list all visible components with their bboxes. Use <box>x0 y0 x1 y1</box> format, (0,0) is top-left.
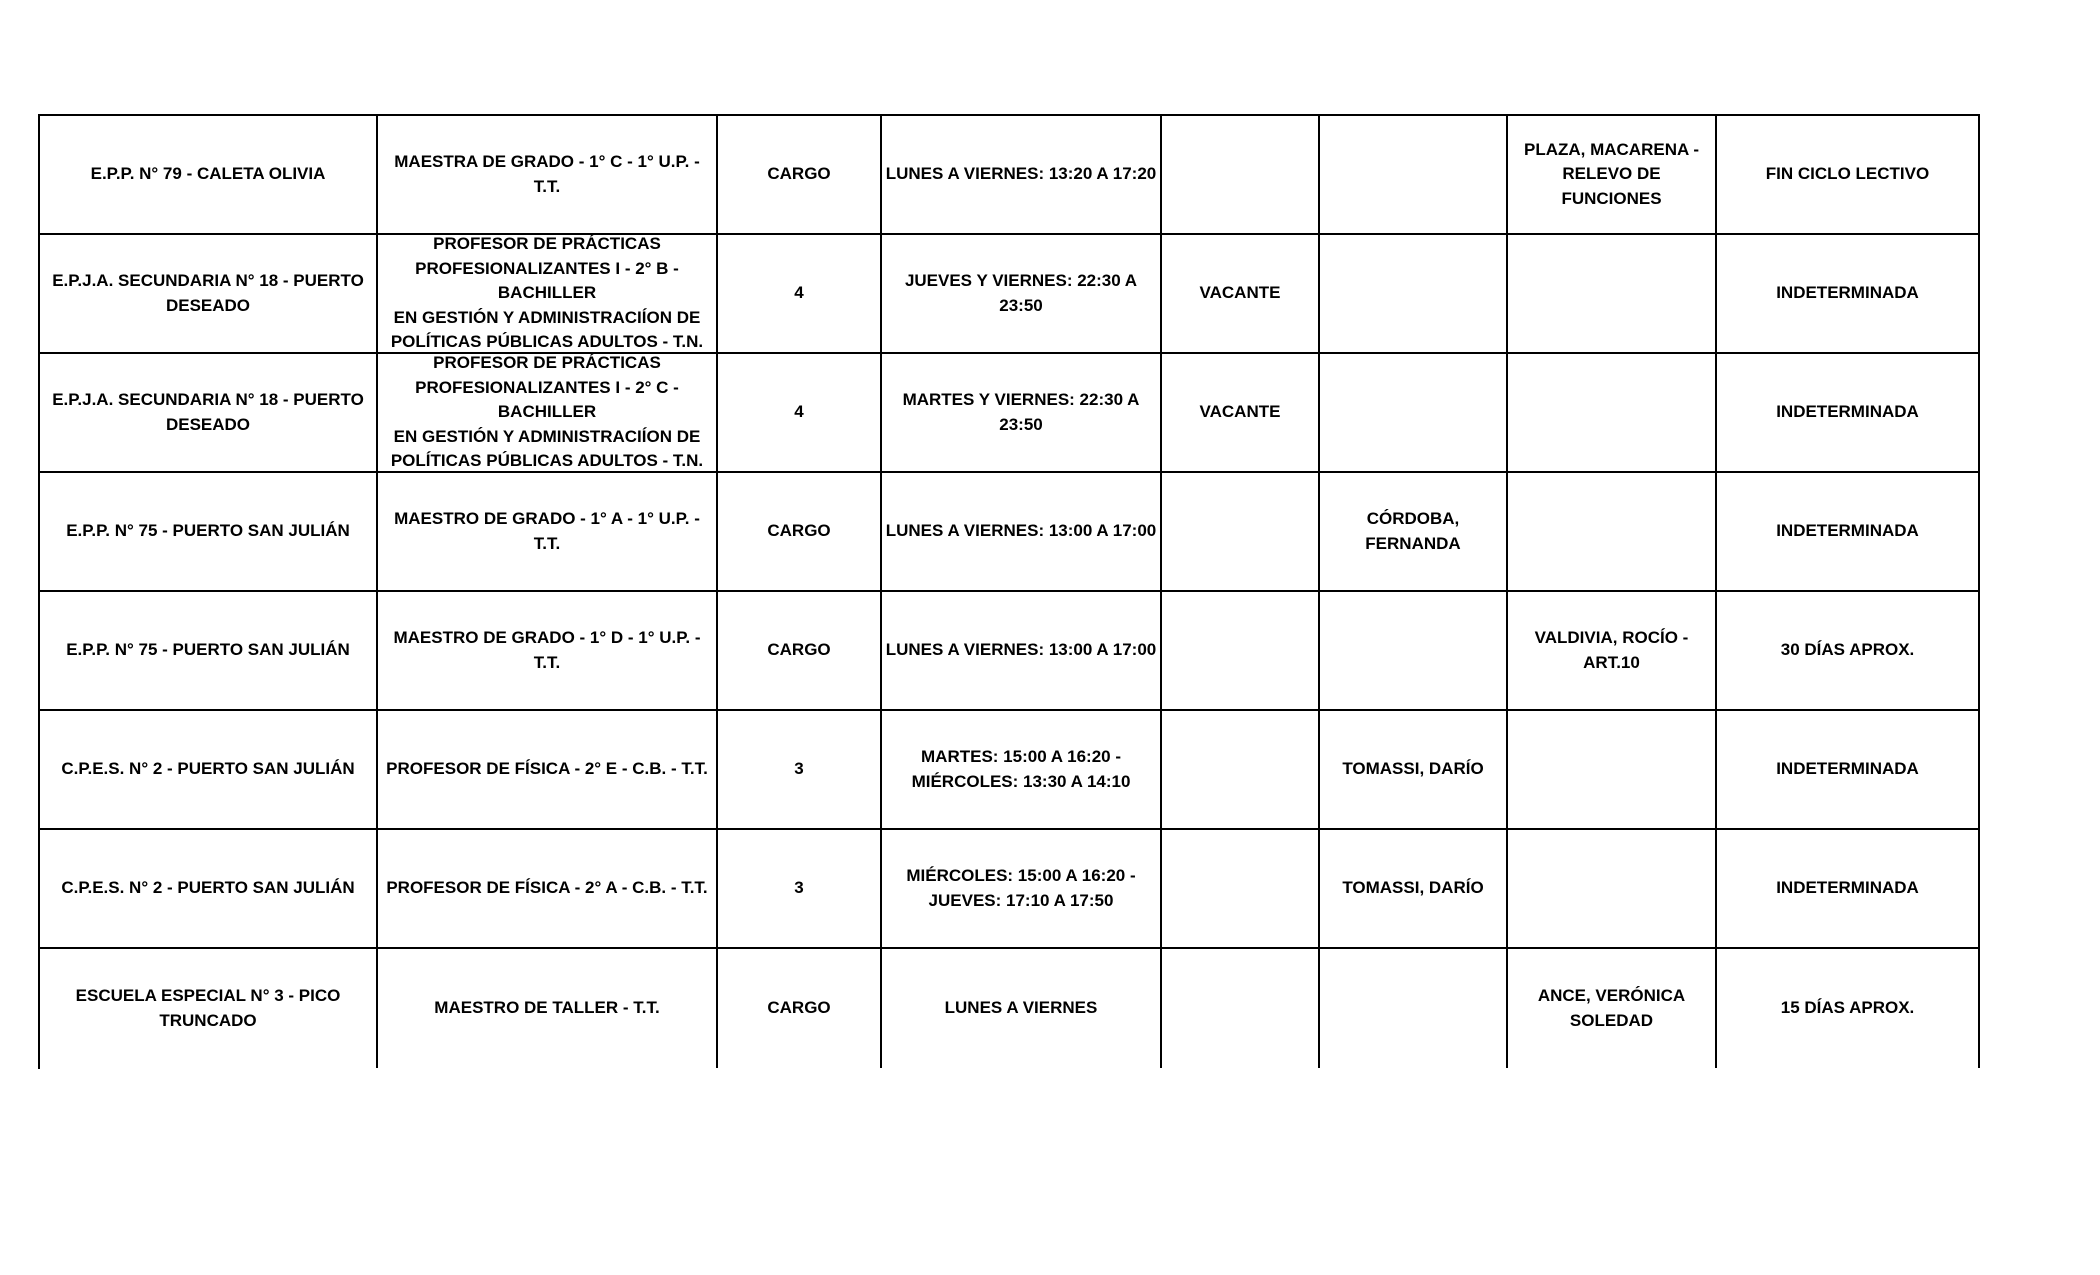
holder-cell: CÓRDOBA, FERNANDA <box>1320 473 1508 592</box>
duration-cell: INDETERMINADA <box>1717 235 1980 354</box>
school-cell: E.P.J.A. SECUNDARIA N° 18 - PUERTO DESEADO <box>40 354 378 473</box>
substitute-cell <box>1508 473 1717 592</box>
position-cell: PROFESOR DE PRÁCTICAS PROFESIONALIZANTES I - 2° C - BACHILLER EN GESTIÓN Y ADMINISTRACIÍON DE POLÍTICAS PÚBLICAS ADULTOS - T.N. <box>378 354 718 473</box>
position-cell: MAESTRA DE GRADO - 1° C - 1° U.P. - T.T. <box>378 116 718 235</box>
hours-cell: 4 <box>718 354 882 473</box>
table-row <box>40 592 1980 711</box>
schedule-cell: LUNES A VIERNES <box>882 949 1162 1068</box>
table-row <box>40 473 1980 592</box>
status-cell <box>1162 949 1320 1068</box>
hours-cell: 4 <box>718 235 882 354</box>
school-cell: C.P.E.S. N° 2 - PUERTO SAN JULIÁN <box>40 830 378 949</box>
hours-cell: 3 <box>718 711 882 830</box>
duration-cell: INDETERMINADA <box>1717 473 1980 592</box>
holder-cell <box>1320 235 1508 354</box>
position-cell: PROFESOR DE FÍSICA - 2° E - C.B. - T.T. <box>378 711 718 830</box>
status-cell: VACANTE <box>1162 354 1320 473</box>
hours-cell: CARGO <box>718 473 882 592</box>
hours-cell: CARGO <box>718 592 882 711</box>
duration-cell: 30 DÍAS APROX. <box>1717 592 1980 711</box>
substitute-cell: PLAZA, MACARENA - RELEVO DE FUNCIONES <box>1508 116 1717 235</box>
status-cell <box>1162 592 1320 711</box>
hours-cell: 3 <box>718 830 882 949</box>
substitute-cell <box>1508 711 1717 830</box>
position-cell: PROFESOR DE PRÁCTICAS PROFESIONALIZANTES I - 2° B - BACHILLER EN GESTIÓN Y ADMINISTRACIÍON DE POLÍTICAS PÚBLICAS ADULTOS - T.N. <box>378 235 718 354</box>
table-row <box>40 116 1980 235</box>
table-row <box>40 711 1980 830</box>
position-cell: PROFESOR DE FÍSICA - 2° A - C.B. - T.T. <box>378 830 718 949</box>
status-cell <box>1162 473 1320 592</box>
holder-cell <box>1320 949 1508 1068</box>
table-row <box>40 949 1980 1068</box>
schedule-cell: MIÉRCOLES: 15:00 A 16:20 - JUEVES: 17:10 A 17:50 <box>882 830 1162 949</box>
position-cell: MAESTRO DE GRADO - 1° D - 1° U.P. - T.T. <box>378 592 718 711</box>
holder-cell <box>1320 354 1508 473</box>
substitute-cell <box>1508 235 1717 354</box>
table-row <box>40 235 1980 354</box>
schedule-cell: LUNES A VIERNES: 13:00 A 17:00 <box>882 473 1162 592</box>
hours-cell: CARGO <box>718 949 882 1068</box>
holder-cell: TOMASSI, DARÍO <box>1320 711 1508 830</box>
substitute-cell: VALDIVIA, ROCÍO - ART.10 <box>1508 592 1717 711</box>
schedule-cell: MARTES: 15:00 A 16:20 - MIÉRCOLES: 13:30 A 14:10 <box>882 711 1162 830</box>
school-cell: E.P.J.A. SECUNDARIA N° 18 - PUERTO DESEADO <box>40 235 378 354</box>
substitute-cell: ANCE, VERÓNICA SOLEDAD <box>1508 949 1717 1068</box>
school-cell: E.P.P. N° 75 - PUERTO SAN JULIÁN <box>40 473 378 592</box>
duration-cell: INDETERMINADA <box>1717 354 1980 473</box>
school-cell: ESCUELA ESPECIAL N° 3 - PICO TRUNCADO <box>40 949 378 1068</box>
duration-cell: 15 DÍAS APROX. <box>1717 949 1980 1068</box>
school-cell: C.P.E.S. N° 2 - PUERTO SAN JULIÁN <box>40 711 378 830</box>
schedule-cell: MARTES Y VIERNES: 22:30 A 23:50 <box>882 354 1162 473</box>
status-cell <box>1162 711 1320 830</box>
substitute-cell <box>1508 830 1717 949</box>
table-row <box>40 830 1980 949</box>
table-row <box>40 354 1980 473</box>
holder-cell <box>1320 592 1508 711</box>
duration-cell: FIN CICLO LECTIVO <box>1717 116 1980 235</box>
duration-cell: INDETERMINADA <box>1717 830 1980 949</box>
vacancy-table <box>38 114 1980 1069</box>
school-cell: E.P.P. N° 79 - CALETA OLIVIA <box>40 116 378 235</box>
schedule-cell: LUNES A VIERNES: 13:00 A 17:00 <box>882 592 1162 711</box>
substitute-cell <box>1508 354 1717 473</box>
status-cell <box>1162 830 1320 949</box>
status-cell: VACANTE <box>1162 235 1320 354</box>
position-cell: MAESTRO DE GRADO - 1° A - 1° U.P. - T.T. <box>378 473 718 592</box>
school-cell: E.P.P. N° 75 - PUERTO SAN JULIÁN <box>40 592 378 711</box>
status-cell <box>1162 116 1320 235</box>
schedule-cell: JUEVES Y VIERNES: 22:30 A 23:50 <box>882 235 1162 354</box>
holder-cell: TOMASSI, DARÍO <box>1320 830 1508 949</box>
holder-cell <box>1320 116 1508 235</box>
hours-cell: CARGO <box>718 116 882 235</box>
position-cell: MAESTRO DE TALLER - T.T. <box>378 949 718 1068</box>
schedule-cell: LUNES A VIERNES: 13:20 A 17:20 <box>882 116 1162 235</box>
duration-cell: INDETERMINADA <box>1717 711 1980 830</box>
